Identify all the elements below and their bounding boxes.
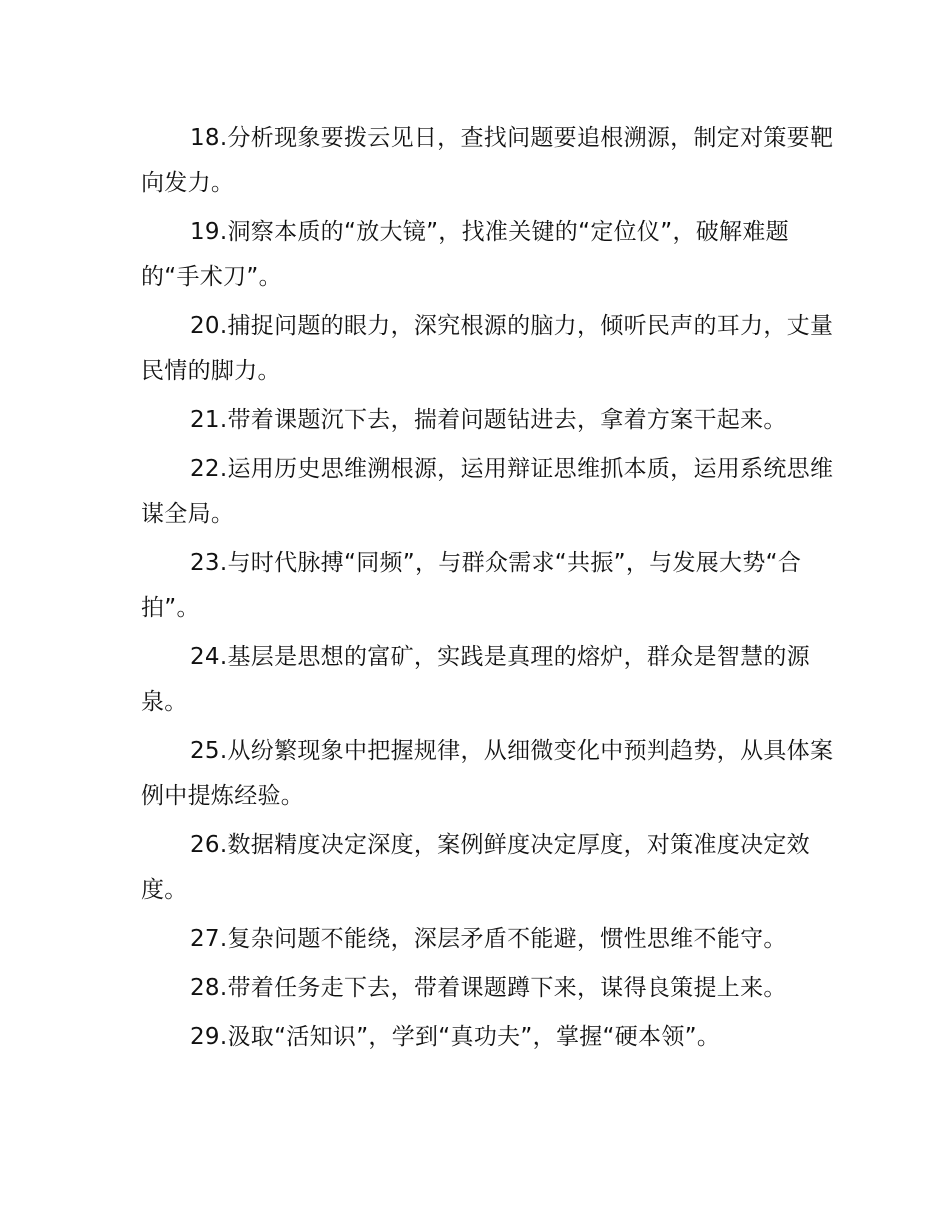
- paragraph-18: 18.分析现象要拨云见日，查找问题要追根溯源，制定对策要靶向发力。: [141, 125, 834, 196]
- paragraph-25: 25.从纷繁现象中把握规律，从细微变化中预判趋势，从具体案例中提炼经验。: [141, 738, 834, 809]
- paragraph-23: 23.与时代脉搏“同频”，与群众需求“共振”，与发展大势“合拍”。: [141, 550, 802, 621]
- paragraph-29: 29.汲取“活知识”，学到“真功夫”，掌握“硬本领”。: [190, 1024, 721, 1050]
- paragraph-27: 27.复杂问题不能绕，深层矛盾不能避，惯性思维不能守。: [190, 926, 787, 952]
- paragraph-20: 20.捕捉问题的眼力，深究根源的脑力，倾听民声的耳力，丈量民情的脚力。: [141, 313, 834, 384]
- paragraph-21: 21.带着课题沉下去，揣着问题钻进去，拿着方案干起来。: [190, 407, 787, 433]
- paragraph-28: 28.带着任务走下去，带着课题蹲下来，谋得良策提上来。: [190, 975, 787, 1001]
- paragraph-22: 22.运用历史思维溯根源，运用辩证思维抓本质，运用系统思维谋全局。: [141, 456, 834, 527]
- document-body: [141, 116, 841, 1064]
- paragraph-24: 24.基层是思想的富矿，实践是真理的熔炉，群众是智慧的源泉。: [141, 644, 810, 715]
- paragraph-26: 26.数据精度决定深度，案例鲜度决定厚度，对策准度决定效度。: [141, 832, 810, 903]
- paragraph-19: 19.洞察本质的“放大镜”，找准关键的“定位仪”，破解难题的“手术刀”。: [141, 219, 789, 290]
